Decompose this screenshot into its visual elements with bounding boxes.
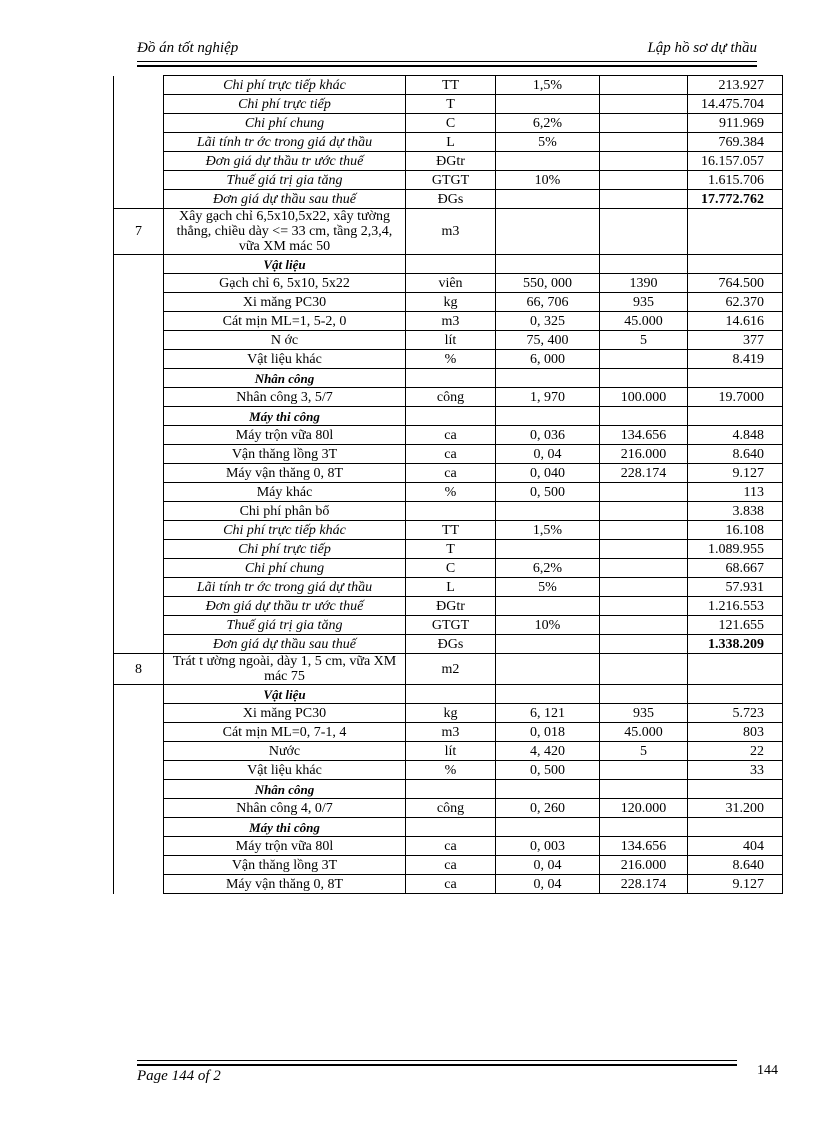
- item-name-cell: Xi măng PC30: [164, 293, 406, 312]
- item-name-cell: Thuế giá trị gia tăng: [164, 171, 406, 190]
- amount-cell: 9.127: [688, 464, 783, 483]
- item-name-cell: Đơn giá dự thầu sau thuế: [164, 190, 406, 209]
- stt-cell: [114, 274, 164, 293]
- amount-cell: 4.848: [688, 426, 783, 445]
- table-row: [114, 856, 783, 875]
- stt-cell: [114, 742, 164, 761]
- unit-price-cell: 216.000: [600, 445, 688, 464]
- unit-cell: ca: [406, 464, 496, 483]
- amount-cell: 9.127: [688, 875, 783, 894]
- item-name-cell: Chi phí trực tiếp: [164, 540, 406, 559]
- amount-cell: 764.500: [688, 274, 783, 293]
- quantity-cell: [496, 780, 600, 799]
- unit-cell: C: [406, 559, 496, 578]
- table-row: [114, 369, 783, 388]
- page-number: 144: [757, 1063, 778, 1078]
- unit-cell: L: [406, 133, 496, 152]
- unit-cell: [406, 685, 496, 704]
- unit-cell: lít: [406, 742, 496, 761]
- unit-cell: ca: [406, 445, 496, 464]
- footer-rule-thick: [137, 1064, 737, 1066]
- item-name-cell: Vận thăng lồng 3T: [164, 856, 406, 875]
- amount-cell: 121.655: [688, 616, 783, 635]
- amount-cell: 14.475.704: [688, 95, 783, 114]
- unit-cell: GTGT: [406, 616, 496, 635]
- amount-cell: [688, 209, 783, 255]
- unit-price-cell: [600, 255, 688, 274]
- quantity-cell: [496, 540, 600, 559]
- quantity-cell: [496, 818, 600, 837]
- unit-price-cell: 228.174: [600, 464, 688, 483]
- unit-price-cell: 45.000: [600, 312, 688, 331]
- item-name-cell: Chi phí trực tiếp: [164, 95, 406, 114]
- stt-cell: [114, 540, 164, 559]
- stt-cell: [114, 76, 164, 95]
- header-title-left: Đồ án tốt nghiệp: [137, 40, 239, 56]
- table-row: [114, 521, 783, 540]
- unit-cell: lít: [406, 331, 496, 350]
- unit-price-cell: [600, 654, 688, 685]
- stt-cell: 7: [114, 209, 164, 255]
- unit-cell: TT: [406, 76, 496, 95]
- unit-cell: [406, 369, 496, 388]
- table-row: [114, 742, 783, 761]
- item-name-cell: Máy vận thăng 0, 8T: [164, 875, 406, 894]
- unit-cell: T: [406, 540, 496, 559]
- amount-cell: 8.640: [688, 445, 783, 464]
- quantity-cell: 10%: [496, 171, 600, 190]
- unit-price-cell: 5: [600, 742, 688, 761]
- unit-price-cell: 134.656: [600, 837, 688, 856]
- stt-cell: [114, 95, 164, 114]
- quantity-cell: 5%: [496, 133, 600, 152]
- table-row: [114, 114, 783, 133]
- amount-cell: [688, 780, 783, 799]
- unit-price-cell: 120.000: [600, 799, 688, 818]
- amount-cell: 8.640: [688, 856, 783, 875]
- table-row: [114, 133, 783, 152]
- stt-cell: [114, 799, 164, 818]
- unit-price-cell: [600, 685, 688, 704]
- unit-cell: m3: [406, 312, 496, 331]
- amount-cell: 213.927: [688, 76, 783, 95]
- table-row: [114, 445, 783, 464]
- stt-cell: [114, 578, 164, 597]
- amount-cell: 1.216.553: [688, 597, 783, 616]
- amount-cell: 31.200: [688, 799, 783, 818]
- amount-cell: [688, 685, 783, 704]
- unit-cell: ca: [406, 426, 496, 445]
- quantity-cell: [496, 255, 600, 274]
- item-name-cell: Chi phí chung: [164, 559, 406, 578]
- item-name-cell: Thuế giá trị gia tăng: [164, 616, 406, 635]
- unit-price-cell: [600, 559, 688, 578]
- unit-cell: m3: [406, 723, 496, 742]
- stt-cell: [114, 818, 164, 837]
- quantity-cell: [496, 685, 600, 704]
- item-name-cell: Xây gạch chỉ 6,5x10,5x22, xây tường thẳng, chiều dày <= 33 cm, tầng 2,3,4, vữa XM mác 50: [164, 209, 406, 255]
- unit-price-cell: 1390: [600, 274, 688, 293]
- item-name-cell: Nhân công 4, 0/7: [164, 799, 406, 818]
- item-name-cell: Máy khác: [164, 483, 406, 502]
- unit-price-cell: [600, 818, 688, 837]
- stt-cell: [114, 293, 164, 312]
- table-row: [114, 293, 783, 312]
- amount-cell: [688, 654, 783, 685]
- quantity-cell: 550, 000: [496, 274, 600, 293]
- stt-cell: [114, 837, 164, 856]
- stt-cell: [114, 133, 164, 152]
- table-row: [114, 95, 783, 114]
- table-row: [114, 635, 783, 654]
- stt-cell: [114, 445, 164, 464]
- stt-cell: [114, 521, 164, 540]
- table-row: [114, 209, 783, 255]
- unit-price-cell: [600, 578, 688, 597]
- item-name-cell: Nước: [164, 742, 406, 761]
- stt-cell: [114, 350, 164, 369]
- unit-cell: %: [406, 483, 496, 502]
- amount-cell: [688, 369, 783, 388]
- quantity-cell: 6,2%: [496, 559, 600, 578]
- table-row: [114, 426, 783, 445]
- stt-cell: [114, 597, 164, 616]
- table-row: [114, 685, 783, 704]
- page-footer-label: Page 144 of 2: [137, 1068, 221, 1084]
- quantity-cell: [496, 190, 600, 209]
- amount-cell: 8.419: [688, 350, 783, 369]
- unit-cell: m2: [406, 654, 496, 685]
- item-name-cell: Máy trộn vữa 80l: [164, 426, 406, 445]
- item-name-cell: Vận thăng lồng 3T: [164, 445, 406, 464]
- amount-cell: 68.667: [688, 559, 783, 578]
- amount-cell: 14.616: [688, 312, 783, 331]
- stt-cell: [114, 559, 164, 578]
- unit-price-cell: 935: [600, 293, 688, 312]
- quantity-cell: 66, 706: [496, 293, 600, 312]
- item-name-cell: Máy vận thăng 0, 8T: [164, 464, 406, 483]
- table-row: [114, 540, 783, 559]
- quantity-cell: [496, 407, 600, 426]
- page-header: [137, 40, 757, 60]
- quantity-cell: [496, 502, 600, 521]
- quantity-cell: 0, 036: [496, 426, 600, 445]
- footer-rule: [137, 1060, 737, 1061]
- amount-cell: 1.615.706: [688, 171, 783, 190]
- item-name-cell: Xi măng PC30: [164, 704, 406, 723]
- stt-cell: [114, 723, 164, 742]
- table-row: [114, 255, 783, 274]
- unit-price-cell: 216.000: [600, 856, 688, 875]
- quantity-cell: 6, 121: [496, 704, 600, 723]
- unit-price-cell: [600, 635, 688, 654]
- table-row: [114, 616, 783, 635]
- table-row: [114, 483, 783, 502]
- amount-cell: 62.370: [688, 293, 783, 312]
- quantity-cell: [496, 209, 600, 255]
- table-row: [114, 780, 783, 799]
- header-rule-thick: [137, 65, 757, 67]
- quantity-cell: 0, 018: [496, 723, 600, 742]
- amount-cell: 16.157.057: [688, 152, 783, 171]
- unit-price-cell: 228.174: [600, 875, 688, 894]
- unit-price-cell: 100.000: [600, 388, 688, 407]
- table-row: [114, 274, 783, 293]
- table-row: [114, 837, 783, 856]
- unit-cell: công: [406, 799, 496, 818]
- stt-cell: [114, 780, 164, 799]
- unit-cell: m3: [406, 209, 496, 255]
- table-row: [114, 331, 783, 350]
- unit-price-cell: [600, 407, 688, 426]
- unit-price-cell: [600, 502, 688, 521]
- quantity-cell: [496, 635, 600, 654]
- unit-cell: viên: [406, 274, 496, 293]
- table-row: [114, 407, 783, 426]
- quantity-cell: 1,5%: [496, 76, 600, 95]
- unit-price-cell: 134.656: [600, 426, 688, 445]
- amount-cell: [688, 407, 783, 426]
- unit-price-cell: [600, 616, 688, 635]
- amount-cell: 113: [688, 483, 783, 502]
- quantity-cell: 5%: [496, 578, 600, 597]
- quantity-cell: 1, 970: [496, 388, 600, 407]
- item-name-cell: Lãi tính tr ớc trong giá dự thầu: [164, 133, 406, 152]
- item-name-cell: Chi phí phân bổ: [164, 502, 406, 521]
- unit-price-cell: [600, 171, 688, 190]
- quantity-cell: 1,5%: [496, 521, 600, 540]
- quantity-cell: 10%: [496, 616, 600, 635]
- unit-cell: [406, 780, 496, 799]
- unit-cell: ĐGs: [406, 635, 496, 654]
- amount-cell: 1.089.955: [688, 540, 783, 559]
- quantity-cell: 0, 04: [496, 875, 600, 894]
- stt-cell: [114, 114, 164, 133]
- amount-cell: [688, 818, 783, 837]
- table-row: [114, 559, 783, 578]
- unit-price-cell: [600, 190, 688, 209]
- item-name-cell: Đơn giá dự thầu tr ước thuế: [164, 152, 406, 171]
- item-name-cell: Vật liệu: [164, 685, 406, 704]
- table-row: [114, 190, 783, 209]
- stt-cell: [114, 635, 164, 654]
- item-name-cell: Chi phí trực tiếp khác: [164, 76, 406, 95]
- stt-cell: [114, 685, 164, 704]
- item-name-cell: Đơn giá dự thầu sau thuế: [164, 635, 406, 654]
- item-name-cell: Vật liệu: [164, 255, 406, 274]
- item-name-cell: Trát t ường ngoài, dày 1, 5 cm, vữa XM mác 75: [164, 654, 406, 685]
- quantity-cell: 0, 040: [496, 464, 600, 483]
- stt-cell: [114, 875, 164, 894]
- item-name-cell: Máy thi công: [164, 818, 406, 837]
- amount-cell: 5.723: [688, 704, 783, 723]
- amount-cell: 22: [688, 742, 783, 761]
- table-row: [114, 654, 783, 685]
- unit-price-cell: 5: [600, 331, 688, 350]
- item-name-cell: Cát mịn ML=1, 5-2, 0: [164, 312, 406, 331]
- amount-cell: [688, 255, 783, 274]
- stt-cell: [114, 190, 164, 209]
- unit-price-cell: [600, 76, 688, 95]
- item-name-cell: Gạch chỉ 6, 5x10, 5x22: [164, 274, 406, 293]
- unit-price-cell: [600, 209, 688, 255]
- unit-cell: [406, 255, 496, 274]
- stt-cell: [114, 152, 164, 171]
- item-name-cell: Nhân công: [164, 369, 406, 388]
- quantity-cell: 4, 420: [496, 742, 600, 761]
- unit-cell: ca: [406, 875, 496, 894]
- unit-cell: %: [406, 350, 496, 369]
- table-row: [114, 502, 783, 521]
- unit-cell: [406, 407, 496, 426]
- unit-cell: ĐGs: [406, 190, 496, 209]
- unit-price-cell: [600, 152, 688, 171]
- quantity-cell: 6, 000: [496, 350, 600, 369]
- amount-cell: 16.108: [688, 521, 783, 540]
- stt-cell: 8: [114, 654, 164, 685]
- unit-cell: C: [406, 114, 496, 133]
- unit-cell: %: [406, 761, 496, 780]
- amount-cell: 404: [688, 837, 783, 856]
- quantity-cell: 0, 500: [496, 483, 600, 502]
- table-row: [114, 76, 783, 95]
- stt-cell: [114, 761, 164, 780]
- stt-cell: [114, 369, 164, 388]
- unit-price-cell: [600, 95, 688, 114]
- quantity-cell: [496, 95, 600, 114]
- amount-cell: 1.338.209: [688, 635, 783, 654]
- unit-price-cell: [600, 114, 688, 133]
- item-name-cell: Nhân công 3, 5/7: [164, 388, 406, 407]
- item-name-cell: Vật liệu khác: [164, 761, 406, 780]
- stt-cell: [114, 331, 164, 350]
- amount-cell: 17.772.762: [688, 190, 783, 209]
- cost-table-body: [114, 76, 783, 894]
- unit-price-cell: [600, 597, 688, 616]
- unit-cell: TT: [406, 521, 496, 540]
- unit-cell: ĐGtr: [406, 597, 496, 616]
- table-row: [114, 578, 783, 597]
- unit-cell: L: [406, 578, 496, 597]
- unit-price-cell: 935: [600, 704, 688, 723]
- stt-cell: [114, 255, 164, 274]
- item-name-cell: Máy thi công: [164, 407, 406, 426]
- amount-cell: 33: [688, 761, 783, 780]
- item-name-cell: N ớc: [164, 331, 406, 350]
- table-row: [114, 350, 783, 369]
- unit-price-cell: [600, 350, 688, 369]
- unit-cell: T: [406, 95, 496, 114]
- unit-cell: [406, 818, 496, 837]
- table-row: [114, 723, 783, 742]
- unit-cell: GTGT: [406, 171, 496, 190]
- stt-cell: [114, 388, 164, 407]
- unit-cell: [406, 502, 496, 521]
- quantity-cell: 0, 003: [496, 837, 600, 856]
- stt-cell: [114, 426, 164, 445]
- table-row: [114, 312, 783, 331]
- table-row: [114, 818, 783, 837]
- quantity-cell: 0, 500: [496, 761, 600, 780]
- unit-price-cell: [600, 780, 688, 799]
- header-rule: [137, 61, 757, 62]
- unit-cell: công: [406, 388, 496, 407]
- item-name-cell: Máy trộn vữa 80l: [164, 837, 406, 856]
- quantity-cell: [496, 654, 600, 685]
- unit-cell: ca: [406, 856, 496, 875]
- header-title-right: Lập hồ sơ dự thầu: [647, 40, 757, 56]
- table-row: [114, 597, 783, 616]
- amount-cell: 769.384: [688, 133, 783, 152]
- stt-cell: [114, 171, 164, 190]
- quantity-cell: 0, 04: [496, 445, 600, 464]
- item-name-cell: Vật liệu khác: [164, 350, 406, 369]
- unit-price-cell: 45.000: [600, 723, 688, 742]
- amount-cell: 57.931: [688, 578, 783, 597]
- unit-price-cell: [600, 483, 688, 502]
- quantity-cell: 6,2%: [496, 114, 600, 133]
- stt-cell: [114, 616, 164, 635]
- stt-cell: [114, 407, 164, 426]
- unit-price-cell: [600, 540, 688, 559]
- table-row: [114, 875, 783, 894]
- unit-cell: kg: [406, 704, 496, 723]
- stt-cell: [114, 704, 164, 723]
- quantity-cell: 0, 04: [496, 856, 600, 875]
- stt-cell: [114, 464, 164, 483]
- quantity-cell: [496, 369, 600, 388]
- quantity-cell: 0, 325: [496, 312, 600, 331]
- amount-cell: 19.7000: [688, 388, 783, 407]
- item-name-cell: Lãi tính tr ớc trong giá dự thầu: [164, 578, 406, 597]
- amount-cell: 803: [688, 723, 783, 742]
- amount-cell: 377: [688, 331, 783, 350]
- quantity-cell: [496, 152, 600, 171]
- stt-cell: [114, 483, 164, 502]
- quantity-cell: [496, 597, 600, 616]
- unit-price-cell: [600, 369, 688, 388]
- unit-price-cell: [600, 133, 688, 152]
- unit-cell: kg: [406, 293, 496, 312]
- stt-cell: [114, 312, 164, 331]
- unit-price-cell: [600, 761, 688, 780]
- table-row: [114, 171, 783, 190]
- quantity-cell: 75, 400: [496, 331, 600, 350]
- item-name-cell: Cát mịn ML=0, 7-1, 4: [164, 723, 406, 742]
- stt-cell: [114, 502, 164, 521]
- item-name-cell: Chi phí chung: [164, 114, 406, 133]
- table-row: [114, 704, 783, 723]
- table-row: [114, 388, 783, 407]
- item-name-cell: Chi phí trực tiếp khác: [164, 521, 406, 540]
- table-row: [114, 152, 783, 171]
- cost-table: [113, 75, 783, 894]
- unit-price-cell: [600, 521, 688, 540]
- table-row: [114, 464, 783, 483]
- amount-cell: 911.969: [688, 114, 783, 133]
- table-row: [114, 761, 783, 780]
- table-row: [114, 799, 783, 818]
- amount-cell: 3.838: [688, 502, 783, 521]
- item-name-cell: Đơn giá dự thầu tr ước thuế: [164, 597, 406, 616]
- stt-cell: [114, 856, 164, 875]
- unit-cell: ĐGtr: [406, 152, 496, 171]
- unit-cell: ca: [406, 837, 496, 856]
- quantity-cell: 0, 260: [496, 799, 600, 818]
- item-name-cell: Nhân công: [164, 780, 406, 799]
